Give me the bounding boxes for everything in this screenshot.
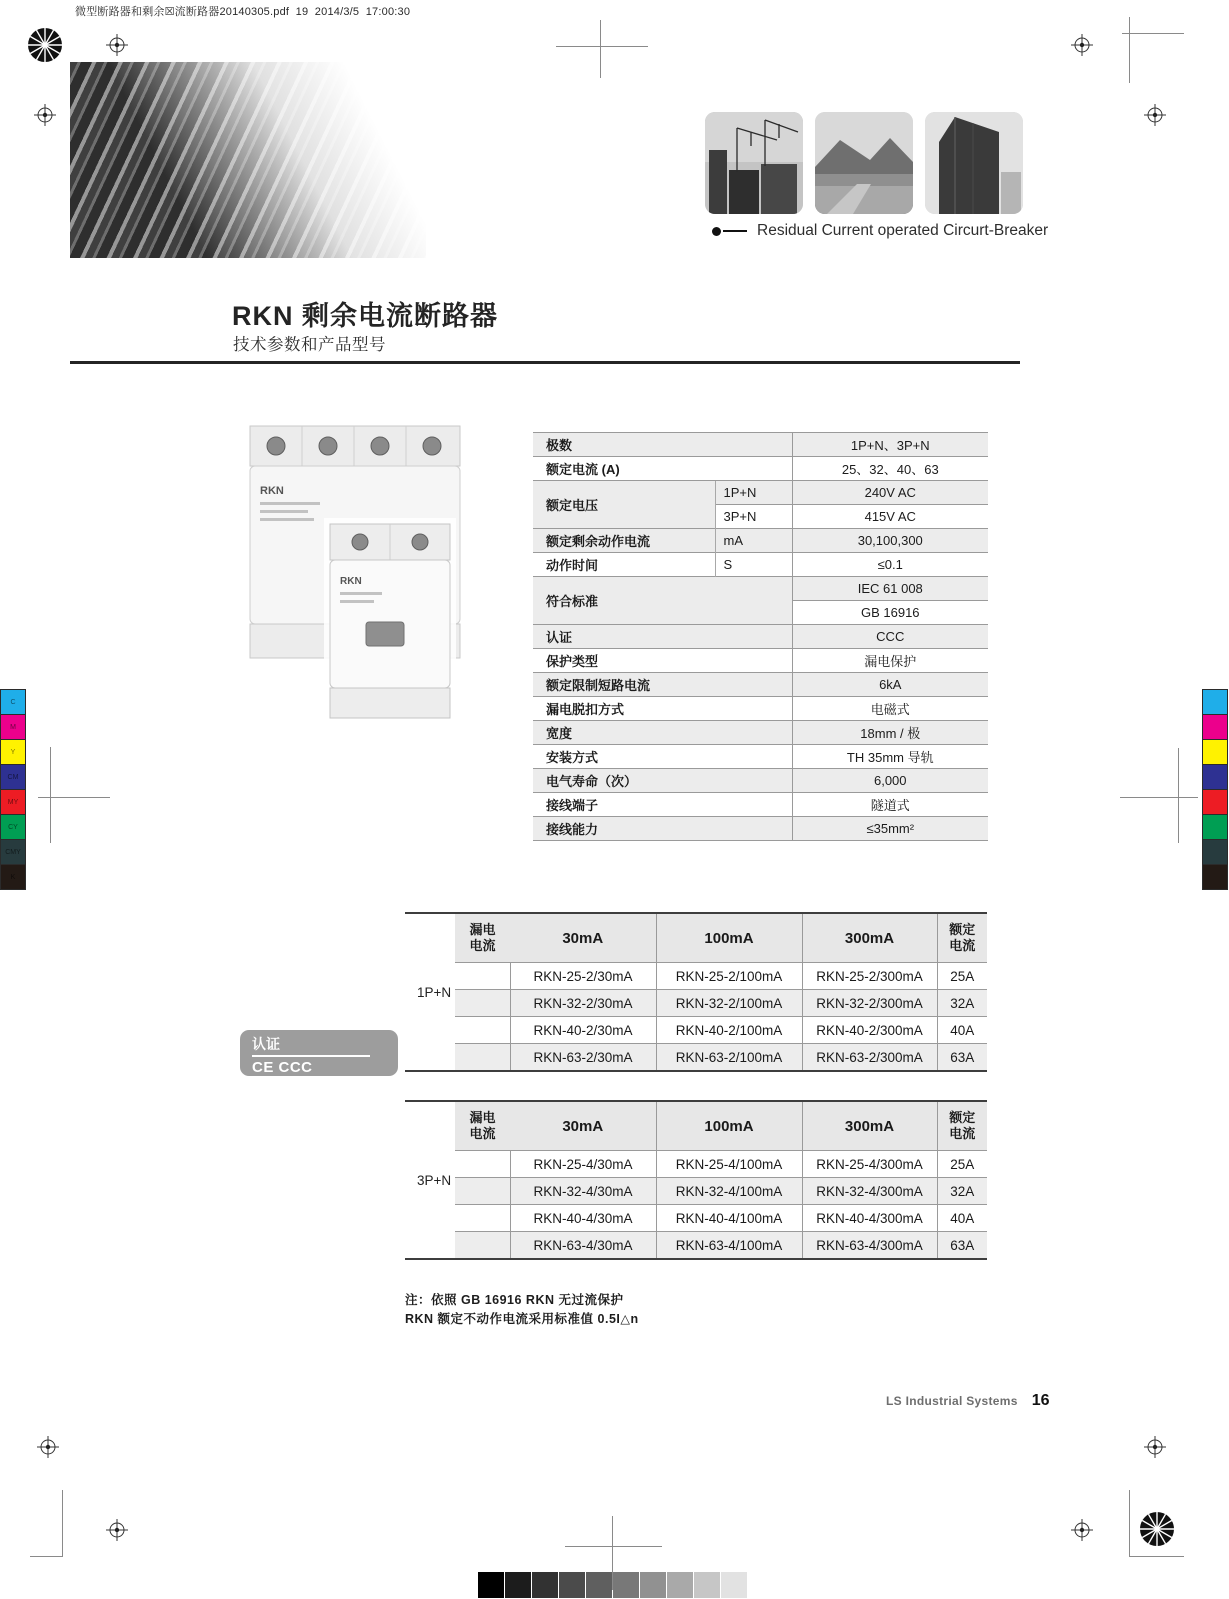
- model-header-cell: 30mA: [510, 914, 656, 963]
- spec-row: [533, 529, 988, 553]
- color-swatch: CM: [0, 764, 26, 790]
- banner-photo-building: [925, 112, 1023, 214]
- model-cell: RKN-40-2/300mA: [802, 1017, 937, 1044]
- note-line-2: RKN 额定不动作电流采用标准值 0.5I△n: [405, 1312, 639, 1326]
- color-swatch: [1202, 839, 1228, 865]
- color-swatch: C: [0, 689, 26, 715]
- banner-caption-text: Residual Current operated Circurt-Breaker: [757, 222, 1049, 239]
- spec-row: [533, 553, 988, 577]
- grayscale-swatch: [478, 1572, 504, 1598]
- crop-mark: [1122, 33, 1184, 34]
- registration-starburst-icon: [1139, 1511, 1175, 1547]
- breaker-macro-photo: [70, 62, 426, 258]
- spec-value-cell: ≤0.1: [792, 553, 988, 577]
- model-cell: RKN-63-2/30mA: [510, 1044, 656, 1071]
- model-table-group-label: 3P+N: [417, 1172, 452, 1188]
- spec-value-cell: 240V AC: [792, 481, 988, 505]
- model-cell: RKN-32-2/30mA: [510, 990, 656, 1017]
- color-swatch: [1202, 864, 1228, 890]
- product-photo: [238, 416, 506, 731]
- registration-target-icon: [37, 1436, 59, 1458]
- registration-starburst-icon: [27, 27, 63, 63]
- model-row: [455, 990, 987, 1017]
- pdf-header: 微型断路器和剩余☒流断路器20140305.pdf 19 2014/3/5 17:00:30: [75, 6, 411, 18]
- rated-current-cell: 40A: [937, 1205, 987, 1232]
- spec-value-cell: ≤35mm²: [792, 817, 988, 841]
- spec-value-cell: 漏电保护: [792, 649, 988, 673]
- spec-value-cell: 6,000: [792, 769, 988, 793]
- model-header-cell: 30mA: [510, 1102, 656, 1151]
- spec-row: [533, 433, 988, 457]
- color-swatch: [1202, 764, 1228, 790]
- spec-value-cell: 30,100,300: [792, 529, 988, 553]
- spec-label-cell: 接线端子: [533, 793, 792, 817]
- spec-row: [533, 721, 988, 745]
- spec-label-cell: 电气寿命（次）: [533, 769, 792, 793]
- spec-label-cell: 额定电流 (A): [533, 457, 792, 481]
- spec-label-cell: 接线能力: [533, 817, 792, 841]
- svg-text:RKN: RKN: [260, 485, 284, 497]
- crop-mark: [1129, 1556, 1184, 1557]
- color-swatch: MY: [0, 789, 26, 815]
- model-cell: RKN-32-4/30mA: [510, 1178, 656, 1205]
- spec-value-cell: 25、32、40、63: [792, 457, 988, 481]
- crop-mark: [1129, 17, 1130, 83]
- model-cell: RKN-40-4/30mA: [510, 1205, 656, 1232]
- grayscale-swatch: [613, 1572, 639, 1598]
- model-row: [455, 1205, 987, 1232]
- spec-label-cell: 极数: [533, 433, 792, 457]
- spec-label-cell: 动作时间: [533, 553, 715, 577]
- crop-mark: [1120, 797, 1198, 798]
- spec-row: [533, 481, 988, 505]
- model-table-header: [455, 1102, 987, 1151]
- spec-row: [533, 697, 988, 721]
- model-cell: RKN-40-2/100mA: [656, 1017, 802, 1044]
- crop-mark: [38, 797, 110, 798]
- model-table-3p-n: [405, 1100, 987, 1260]
- rated-current-cell: 25A: [937, 963, 987, 990]
- footer-brand: LS Industrial Systems: [886, 1394, 1018, 1408]
- spec-label-cell: 额定限制短路电流: [533, 673, 792, 697]
- banner-photo-landscape: [815, 112, 913, 214]
- color-swatch: [1202, 689, 1228, 715]
- model-spacer-cell: [455, 1017, 510, 1044]
- model-cell: RKN-25-4/100mA: [656, 1151, 802, 1178]
- spec-row: [533, 769, 988, 793]
- model-spacer-cell: [455, 1044, 510, 1071]
- spec-label-cell: 符合标准: [533, 577, 792, 625]
- registration-target-icon: [1144, 104, 1166, 126]
- color-swatch: M: [0, 714, 26, 740]
- model-spacer-cell: [455, 963, 510, 990]
- rated-current-cell: 63A: [937, 1044, 987, 1071]
- model-cell: RKN-40-4/300mA: [802, 1205, 937, 1232]
- spec-row: [533, 745, 988, 769]
- registration-target-icon: [34, 104, 56, 126]
- registration-target-icon: [1144, 1436, 1166, 1458]
- color-bar-left: [0, 690, 26, 890]
- page-subtitle: 技术参数和产品型号: [233, 336, 386, 354]
- crop-mark: [600, 20, 601, 78]
- model-cell: RKN-25-2/30mA: [510, 963, 656, 990]
- spec-label-cell: 安装方式: [533, 745, 792, 769]
- rated-current-cell: 63A: [937, 1232, 987, 1259]
- model-spacer-cell: [455, 1232, 510, 1259]
- model-cell: RKN-25-2/300mA: [802, 963, 937, 990]
- model-cell: RKN-40-4/100mA: [656, 1205, 802, 1232]
- model-table-1p-n: [405, 912, 987, 1072]
- color-swatch: CY: [0, 814, 26, 840]
- rated-current-cell: 25A: [937, 1151, 987, 1178]
- color-swatch: CMY: [0, 839, 26, 865]
- model-table-body: [455, 1151, 987, 1259]
- color-bar-right: [1202, 690, 1228, 890]
- model-table-header: [455, 914, 987, 963]
- model-cell: RKN-32-4/300mA: [802, 1178, 937, 1205]
- spec-value-cell: 6kA: [792, 673, 988, 697]
- color-swatch: Y: [0, 739, 26, 765]
- banner-photo-construction: [705, 112, 803, 214]
- model-spacer-cell: [455, 1178, 510, 1205]
- page-title: RKN 剩余电流断路器: [232, 301, 498, 331]
- spec-row: [533, 577, 988, 601]
- spec-label-cell: 漏电脱扣方式: [533, 697, 792, 721]
- model-table-group-label: 1P+N: [417, 984, 452, 1000]
- grayscale-swatch: [586, 1572, 612, 1598]
- model-header-cell: 漏电电流: [455, 914, 510, 963]
- model-cell: RKN-63-2/300mA: [802, 1044, 937, 1071]
- model-row: [455, 1044, 987, 1071]
- spec-label-cell: 宽度: [533, 721, 792, 745]
- model-row: [455, 1178, 987, 1205]
- spec-value-cell: CCC: [792, 625, 988, 649]
- model-cell: RKN-25-2/100mA: [656, 963, 802, 990]
- grayscale-swatch: [559, 1572, 585, 1598]
- color-swatch: [1202, 789, 1228, 815]
- spec-sub-cell: mA: [715, 529, 792, 553]
- model-cell: RKN-63-4/100mA: [656, 1232, 802, 1259]
- model-cell: RKN-63-2/100mA: [656, 1044, 802, 1071]
- spec-label-cell: 额定剩余动作电流: [533, 529, 715, 553]
- spec-value-cell: 隧道式: [792, 793, 988, 817]
- spec-label-cell: 认证: [533, 625, 792, 649]
- color-swatch: K: [0, 864, 26, 890]
- title-rule: [70, 361, 1020, 364]
- footer-page-number: 16: [1031, 1392, 1050, 1409]
- color-swatch: [1202, 739, 1228, 765]
- grayscale-swatch: [721, 1572, 747, 1598]
- model-cell: RKN-63-4/300mA: [802, 1232, 937, 1259]
- model-header-cell: 300mA: [802, 914, 937, 963]
- note-line-1: 注：依照 GB 16916 RKN 无过流保护: [405, 1293, 624, 1307]
- model-header-cell: 300mA: [802, 1102, 937, 1151]
- model-header-cell: 额定电流: [937, 914, 987, 963]
- page-footer: [886, 1392, 1049, 1410]
- model-header-row: [455, 1102, 987, 1151]
- cert-badge-title: 认证: [252, 1034, 370, 1057]
- model-cell: RKN-32-2/300mA: [802, 990, 937, 1017]
- spec-row: [533, 457, 988, 481]
- model-header-cell: 100mA: [656, 914, 802, 963]
- grayscale-swatch: [667, 1572, 693, 1598]
- model-header-cell: 漏电电流: [455, 1102, 510, 1151]
- grayscale-swatch: [694, 1572, 720, 1598]
- model-spacer-cell: [455, 1205, 510, 1232]
- spec-value-cell: TH 35mm 导轨: [792, 745, 988, 769]
- grayscale-swatch: [505, 1572, 531, 1598]
- model-row: [455, 1017, 987, 1044]
- rated-current-cell: 40A: [937, 1017, 987, 1044]
- model-cell: RKN-32-4/100mA: [656, 1178, 802, 1205]
- model-cell: RKN-32-2/100mA: [656, 990, 802, 1017]
- registration-target-icon: [1071, 1519, 1093, 1541]
- spec-row: [533, 625, 988, 649]
- registration-target-icon: [1071, 34, 1093, 56]
- spec-table: [533, 432, 988, 841]
- notes: [405, 1291, 639, 1329]
- model-spacer-cell: [455, 1151, 510, 1178]
- model-cell: RKN-63-4/30mA: [510, 1232, 656, 1259]
- spec-value-cell: 1P+N、3P+N: [792, 433, 988, 457]
- spec-value-cell: 18mm / 极: [792, 721, 988, 745]
- rated-current-cell: 32A: [937, 1178, 987, 1205]
- banner-caption: [712, 222, 1048, 240]
- spec-sub-cell: S: [715, 553, 792, 577]
- model-cell: RKN-25-4/300mA: [802, 1151, 937, 1178]
- bullet-icon: [712, 227, 721, 236]
- registration-target-icon: [106, 1519, 128, 1541]
- grayscale-swatch: [532, 1572, 558, 1598]
- crop-mark: [30, 1556, 63, 1557]
- spec-row: [533, 793, 988, 817]
- model-row: [455, 963, 987, 990]
- color-swatch: [1202, 714, 1228, 740]
- spec-value-cell: 415V AC: [792, 505, 988, 529]
- crop-mark: [1129, 1490, 1130, 1556]
- color-swatch: [1202, 814, 1228, 840]
- spec-label-cell: 额定电压: [533, 481, 715, 529]
- spec-table-body: [533, 433, 988, 841]
- model-header-cell: 100mA: [656, 1102, 802, 1151]
- spec-value-cell: IEC 61 008: [792, 577, 988, 601]
- crop-mark: [62, 1490, 63, 1556]
- rated-current-cell: 32A: [937, 990, 987, 1017]
- spec-label-cell: 保护类型: [533, 649, 792, 673]
- cert-badge: [240, 1030, 398, 1076]
- model-table-body: [455, 963, 987, 1071]
- spec-sub-cell: 3P+N: [715, 505, 792, 529]
- registration-target-icon: [106, 34, 128, 56]
- spec-value-cell: 电磁式: [792, 697, 988, 721]
- spec-row: [533, 817, 988, 841]
- model-row: [455, 1232, 987, 1259]
- dash-icon: [723, 230, 747, 232]
- model-cell: RKN-25-4/30mA: [510, 1151, 656, 1178]
- crop-mark: [50, 747, 51, 843]
- model-cell: RKN-40-2/30mA: [510, 1017, 656, 1044]
- spec-row: [533, 649, 988, 673]
- model-header-row: [455, 914, 987, 963]
- crop-mark: [1178, 748, 1179, 843]
- crop-mark: [565, 1546, 662, 1547]
- spec-sub-cell: 1P+N: [715, 481, 792, 505]
- svg-text:RKN: RKN: [340, 576, 362, 587]
- model-row: [455, 1151, 987, 1178]
- spec-row: [533, 673, 988, 697]
- spec-value-cell: GB 16916: [792, 601, 988, 625]
- model-header-cell: 额定电流: [937, 1102, 987, 1151]
- cert-badge-value: CE CCC: [252, 1059, 313, 1076]
- model-spacer-cell: [455, 990, 510, 1017]
- grayscale-bar: [478, 1572, 748, 1598]
- crop-mark: [556, 46, 648, 47]
- grayscale-swatch: [640, 1572, 666, 1598]
